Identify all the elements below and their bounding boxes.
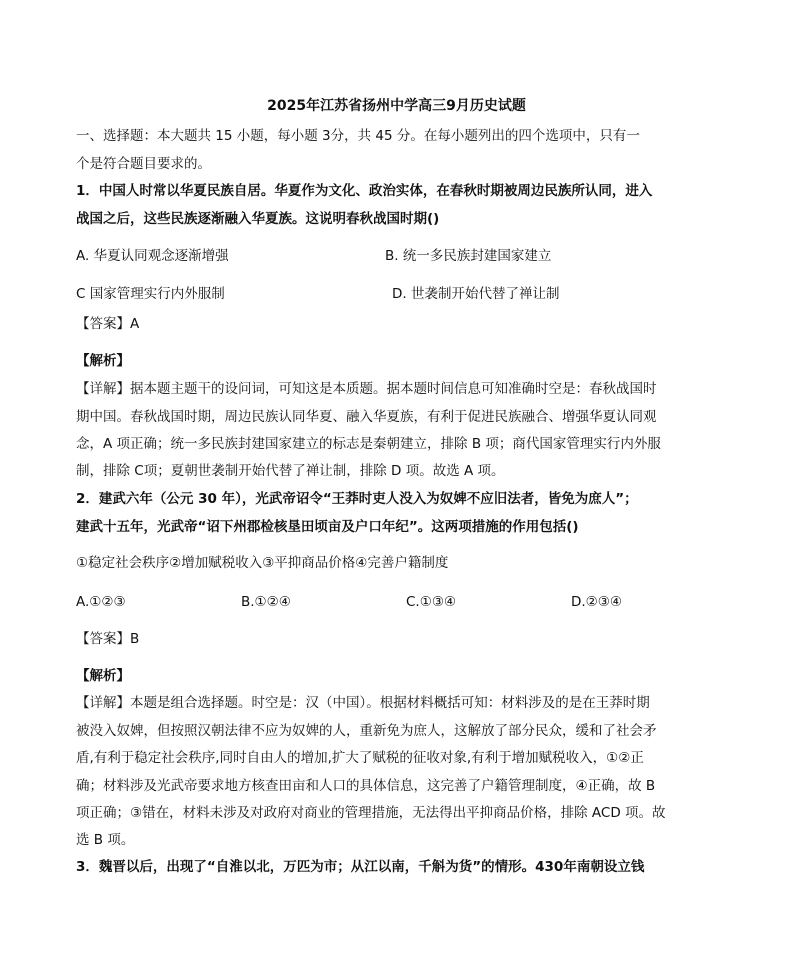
q1-analysis-line: 制，排除 C项；夏朝世袭制开始代替了禅让制，排除 D 项。故选 A 项。 bbox=[76, 463, 505, 479]
q1-stem-line-1: 1．中国人时常以华夏民族自居。华夏作为文化、政治实体，在春秋时期被周边民族所认同，进入 bbox=[76, 183, 653, 199]
q1-stem-line-2: 战国之后，这些民族逐渐融入华夏族。这说明春秋战国时期() bbox=[76, 211, 440, 227]
q1-option-c: C 国家管理实行内外服制 bbox=[76, 286, 225, 302]
q2-answer: 【答案】B bbox=[76, 631, 140, 647]
section-instruction-line-2: 个是符合题目要求的。 bbox=[76, 156, 211, 172]
q1-answer: 【答案】A bbox=[76, 316, 140, 332]
q2-option-a: A.①②③ bbox=[76, 594, 126, 610]
q2-analysis-line: 【详解】本题是组合选择题。时空是：汉（中国）。根据材料概括可知：材料涉及的是在王莽时期 bbox=[76, 695, 650, 711]
q2-option-d: D.②③④ bbox=[571, 594, 622, 610]
page-title: 2025年江苏省扬州中学高三9月历史试题 bbox=[267, 98, 526, 114]
q1-analysis-line: 【详解】据本题主题干的设问词，可知这是本质题。据本题时间信息可知准确时空是：春秋战国时 bbox=[76, 381, 657, 397]
q1-analysis-line: 期中国。春秋战国时期，周边民族认同华夏、融入华夏族，有利于促进民族融合、增强华夏认同观 bbox=[76, 409, 657, 425]
q2-option-c: C.①③④ bbox=[406, 594, 457, 610]
q2-option-b: B.①②④ bbox=[241, 594, 291, 610]
q2-stem-line-1: 2．建武六年（公元 30 年），光武帝诏令“王莽时吏人没入为奴婢不应旧法者，皆免为庶人”； bbox=[76, 491, 638, 507]
q1-analysis-line: 念，A 项正确；统一多民族封建国家建立的标志是秦朝建立，排除 B 项；商代国家管理实行内外服 bbox=[76, 436, 661, 452]
q2-analysis-label: 【解析】 bbox=[76, 668, 130, 684]
q1-option-a: A. 华夏认同观念逐渐增强 bbox=[76, 248, 229, 264]
q2-analysis-line: 确；材料涉及光武帝要求地方核查田亩和人口的具体信息，这完善了户籍管理制度，④正确，故 B bbox=[76, 778, 656, 794]
q2-analysis-line: 选 B 项。 bbox=[76, 832, 135, 848]
q1-option-b: B. 统一多民族封建国家建立 bbox=[385, 248, 552, 264]
q2-analysis-line: 项正确；③错在，材料未涉及对政府对商业的管理措施，无法得出平抑商品价格，排除 ACD 项。故 bbox=[76, 805, 666, 821]
q2-analysis-line: 被没入奴婢，但按照汉朝法律不应为奴婢的人，重新免为庶人，这解放了部分民众，缓和了社会矛 bbox=[76, 723, 657, 739]
q1-analysis-label: 【解析】 bbox=[76, 353, 130, 369]
q2-analysis-line: 盾,有利于稳定社会秩序,同时自由人的增加,扩大了赋税的征收对象,有利于增加赋税收入，①②正 bbox=[76, 750, 644, 766]
section-instruction-line-1: 一、选择题：本大题共 15 小题，每小题 3分，共 45 分。在每小题列出的四个选项中，只有一 bbox=[76, 128, 640, 144]
q2-items: ①稳定社会秩序②增加赋税收入③平抑商品价格④完善户籍制度 bbox=[76, 555, 449, 571]
q1-option-d: D. 世袭制开始代替了禅让制 bbox=[392, 286, 560, 302]
q2-stem-line-2: 建武十五年，光武帝“诏下州郡检核垦田顷亩及户口年纪”。这两项措施的作用包括() bbox=[76, 519, 579, 535]
q3-stem-line-1: 3．魏晋以后，出现了“自淮以北，万匹为市；从江以南，千斛为货”的情形。430年南朝设立钱 bbox=[76, 859, 645, 875]
